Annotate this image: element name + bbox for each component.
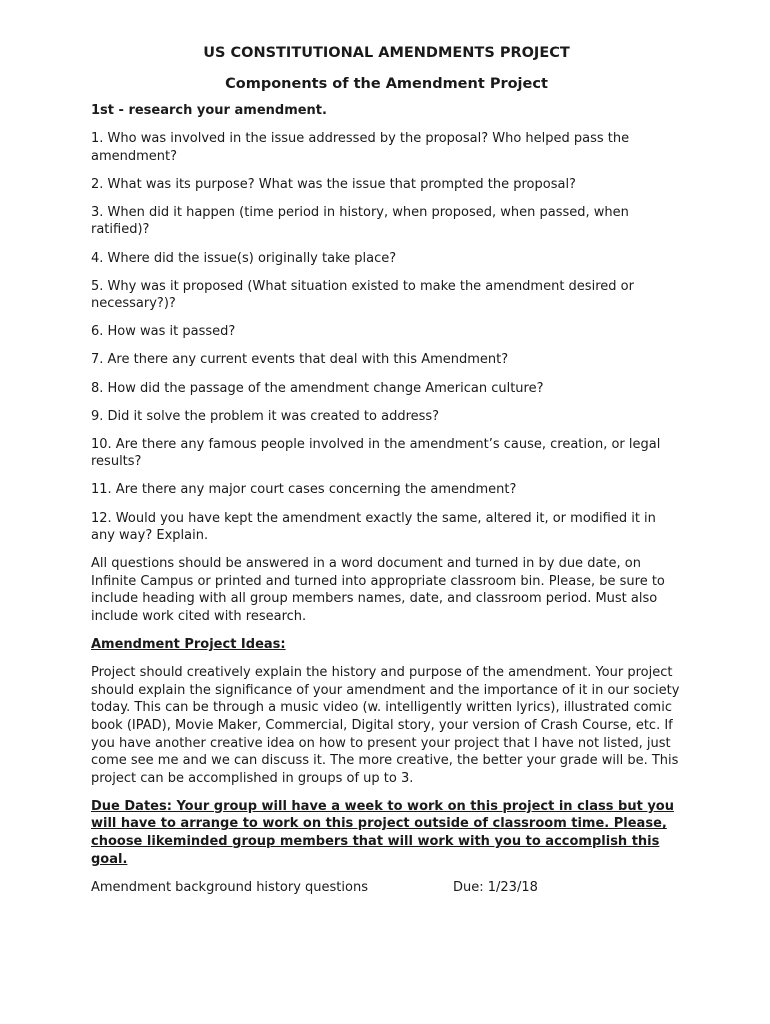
question-list <box>91 130 682 545</box>
question-item: 10. Are there any famous people involved in the amendment’s cause, creation, or legal results? <box>91 436 661 470</box>
question-item: 9. Did it solve the problem it was created to address? <box>91 408 440 424</box>
question-item: 1. Who was involved in the issue addressed by the proposal? Who helped pass the amendment? <box>91 131 630 164</box>
question-item: 7. Are there any current events that deal with this Amendment? <box>91 352 509 368</box>
due-item-date: Due: 1/23/18 <box>453 879 538 895</box>
due-item-row <box>91 879 682 897</box>
due-item-label: Amendment background history questions <box>91 879 368 895</box>
ideas-heading: Amendment Project Ideas: <box>91 637 286 653</box>
question-item: 8. How did the passage of the amendment change American culture? <box>91 380 544 396</box>
question-item: 3. When did it happen (time period in history, when proposed, when passed, when ratified)? <box>91 204 629 238</box>
research-heading: 1st - research your amendment. <box>91 103 327 118</box>
question-item: 12. Would you have kept the amendment exactly the same, altered it, or modified it in any way? Explain. <box>91 510 656 544</box>
document-subtitle: Components of the Amendment Project <box>225 76 548 92</box>
question-item: 2. What was its purpose? What was the issue that prompted the proposal? <box>91 176 576 192</box>
document-title: US CONSTITUTIONAL AMENDMENTS PROJECT <box>203 45 570 61</box>
due-dates-note: Due Dates: Your group will have a week to work on this project in class but you will have to arrange to work on this project outside of classroom time. Please, choose likeminded group members that will work with you to accomplish this goal. <box>91 798 674 867</box>
question-item: 11. Are there any major court cases concerning the amendment? <box>91 482 517 498</box>
submission-instructions: All questions should be answered in a word document and turned in by due date, on Infinite Campus or printed and turned into appropriate classroom bin. Please, be sure to include heading with all group members names, date, and classroom period. Must also include work cited with research. <box>91 556 665 624</box>
question-item: 4. Where did the issue(s) originally take place? <box>91 250 397 266</box>
question-item: 6. How was it passed? <box>91 324 236 340</box>
question-item: 5. Why was it proposed (What situation existed to make the amendment desired or necessary?)? <box>91 278 634 312</box>
ideas-paragraph: Project should creatively explain the history and purpose of the amendment. Your project should explain the significance of your amendment and the importance of it in our society today. This can be through a music video (w. intelligently written lyrics), illustrated comic book (IPAD), Movie Maker, Commercial, Digital story, your version of Crash Course, etc. If you have another creative idea on how to present your project that I have not listed, just come see me and we can discuss it. The more creative, the better your grade will be. This project can be accomplished in groups of up to 3. <box>91 665 680 786</box>
